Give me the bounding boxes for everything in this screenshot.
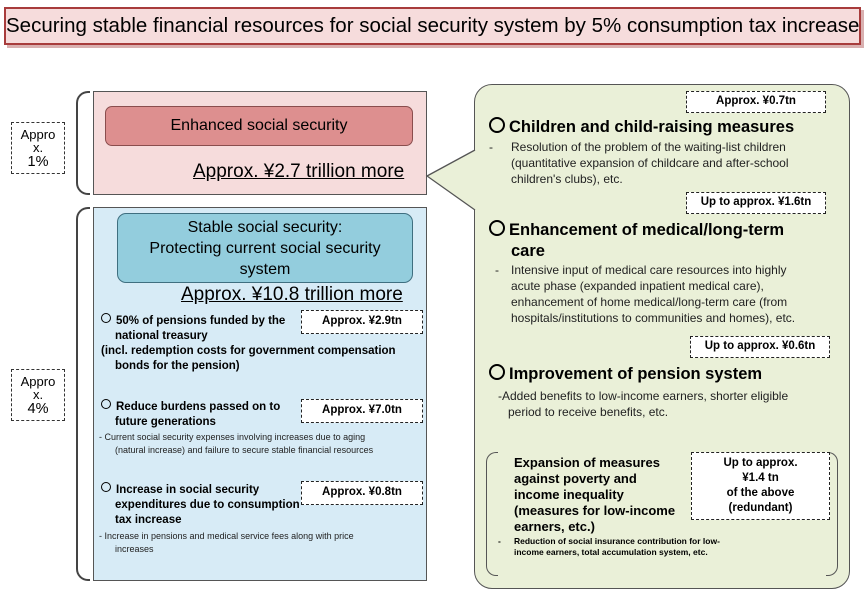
enhanced-amount: Approx. ¥2.7 trillion more [193,161,405,182]
pension-description [498,388,838,420]
label-line: Appro [20,374,56,389]
medical-heading [489,220,839,262]
amount-line: of the above [726,487,795,499]
heading-text: Improvement of pension system [509,365,763,383]
heading-text: Children and child-raising measures [509,118,795,136]
circle-bullet-icon [489,220,505,236]
medical-amount-box: Up to approx. ¥1.6tn [686,192,826,214]
children-heading [489,117,794,138]
item-text: 50% of pensions funded by the [116,315,286,327]
poverty-measures-heading [514,455,694,535]
circle-bullet-icon [489,364,505,380]
heading-text: Enhancement of medical/long-term [509,221,785,239]
description-line: Intensive input of medical care resources into highly [511,263,787,277]
note-text: (natural increase) and failure to secure stable financial resources [115,445,374,455]
label-line: x. [32,140,44,155]
enhanced-social-security-label: Enhanced social security [105,106,413,146]
amount-line: ¥1.4 tn [742,472,779,484]
heading-line: earners, etc.) [514,519,595,534]
description-line: acute phase (expanded inpatient medical care), [511,279,764,293]
item-text: tax increase [115,514,182,526]
note-text: increases [115,544,154,554]
circle-bullet-icon [489,117,505,133]
item-text: Reduce burdens passed on to [116,401,281,413]
heading-line: against poverty and [514,471,637,486]
item-text: bonds for the pension) [115,360,240,372]
dash: - [489,140,493,154]
item-text: national treasury [115,330,208,342]
note-line: income earners, total accumulation system, etc. [514,547,708,557]
note-text: - Increase in pensions and medical service fees along with price [99,531,354,541]
poverty-amount-box [691,452,830,520]
item-text: expenditures due to consumption [115,499,300,511]
label-line: Protecting current social security [149,240,381,257]
poverty-note [498,536,798,558]
label-line: system [239,261,291,278]
item-text: future generations [115,416,216,428]
amount-line: (redundant) [728,502,793,514]
description-line: hospitals/institutions to communities and homes), etc. [511,311,796,325]
children-description [489,139,839,187]
medical-description [495,262,841,326]
label-line: Stable social security: [187,219,343,236]
pension-heading [489,364,762,385]
note-line: Reduction of social insurance contribution for low- [514,536,720,546]
heading-line: Expansion of measures [514,455,660,470]
description-line: enhancement of home medical/long-term care (from [511,295,788,309]
dash: - [498,536,501,546]
label-line: Appro [20,127,56,142]
label-line: x. [32,387,44,402]
stable-amount: Approx. ¥10.8 trillion more [181,284,403,305]
description-line: Resolution of the problem of the waiting-list children [511,140,786,154]
children-amount-box: Approx. ¥0.7tn [686,91,826,113]
percent-value: 4% [27,401,49,417]
pension-amount-box: Up to approx. ¥0.6tn [690,336,830,358]
description-line: (quantitative expansion of childcare and after-school [511,156,789,170]
description-line: -Added benefits to low-income earners, shorter eligible [498,389,789,403]
page-title: Securing stable financial resources for social security system by 5% consumption tax increase [6,14,860,37]
heading-text: care [511,242,545,260]
note-text: - Current social security expenses involving increases due to aging [99,432,366,442]
percent-value: 1% [27,154,49,170]
item-text: (incl. redemption costs for government compensation [101,345,396,357]
reduce-burdens-amount-box: Approx. ¥7.0tn [301,399,423,423]
heading-line: (measures for low-income [514,503,676,518]
heading-line: income inequality [514,487,624,502]
description-line: children's clubs), etc. [511,172,623,186]
description-line: period to receive benefits, etc. [508,405,669,419]
increase-expenditures-amount-box: Approx. ¥0.8tn [301,481,423,505]
dash: - [495,263,499,277]
amount-line: Up to approx. [723,457,798,469]
pensions-amount-box: Approx. ¥2.9tn [301,310,423,334]
poverty-bracket-left [486,452,498,576]
item-text: Increase in social security [116,484,260,496]
